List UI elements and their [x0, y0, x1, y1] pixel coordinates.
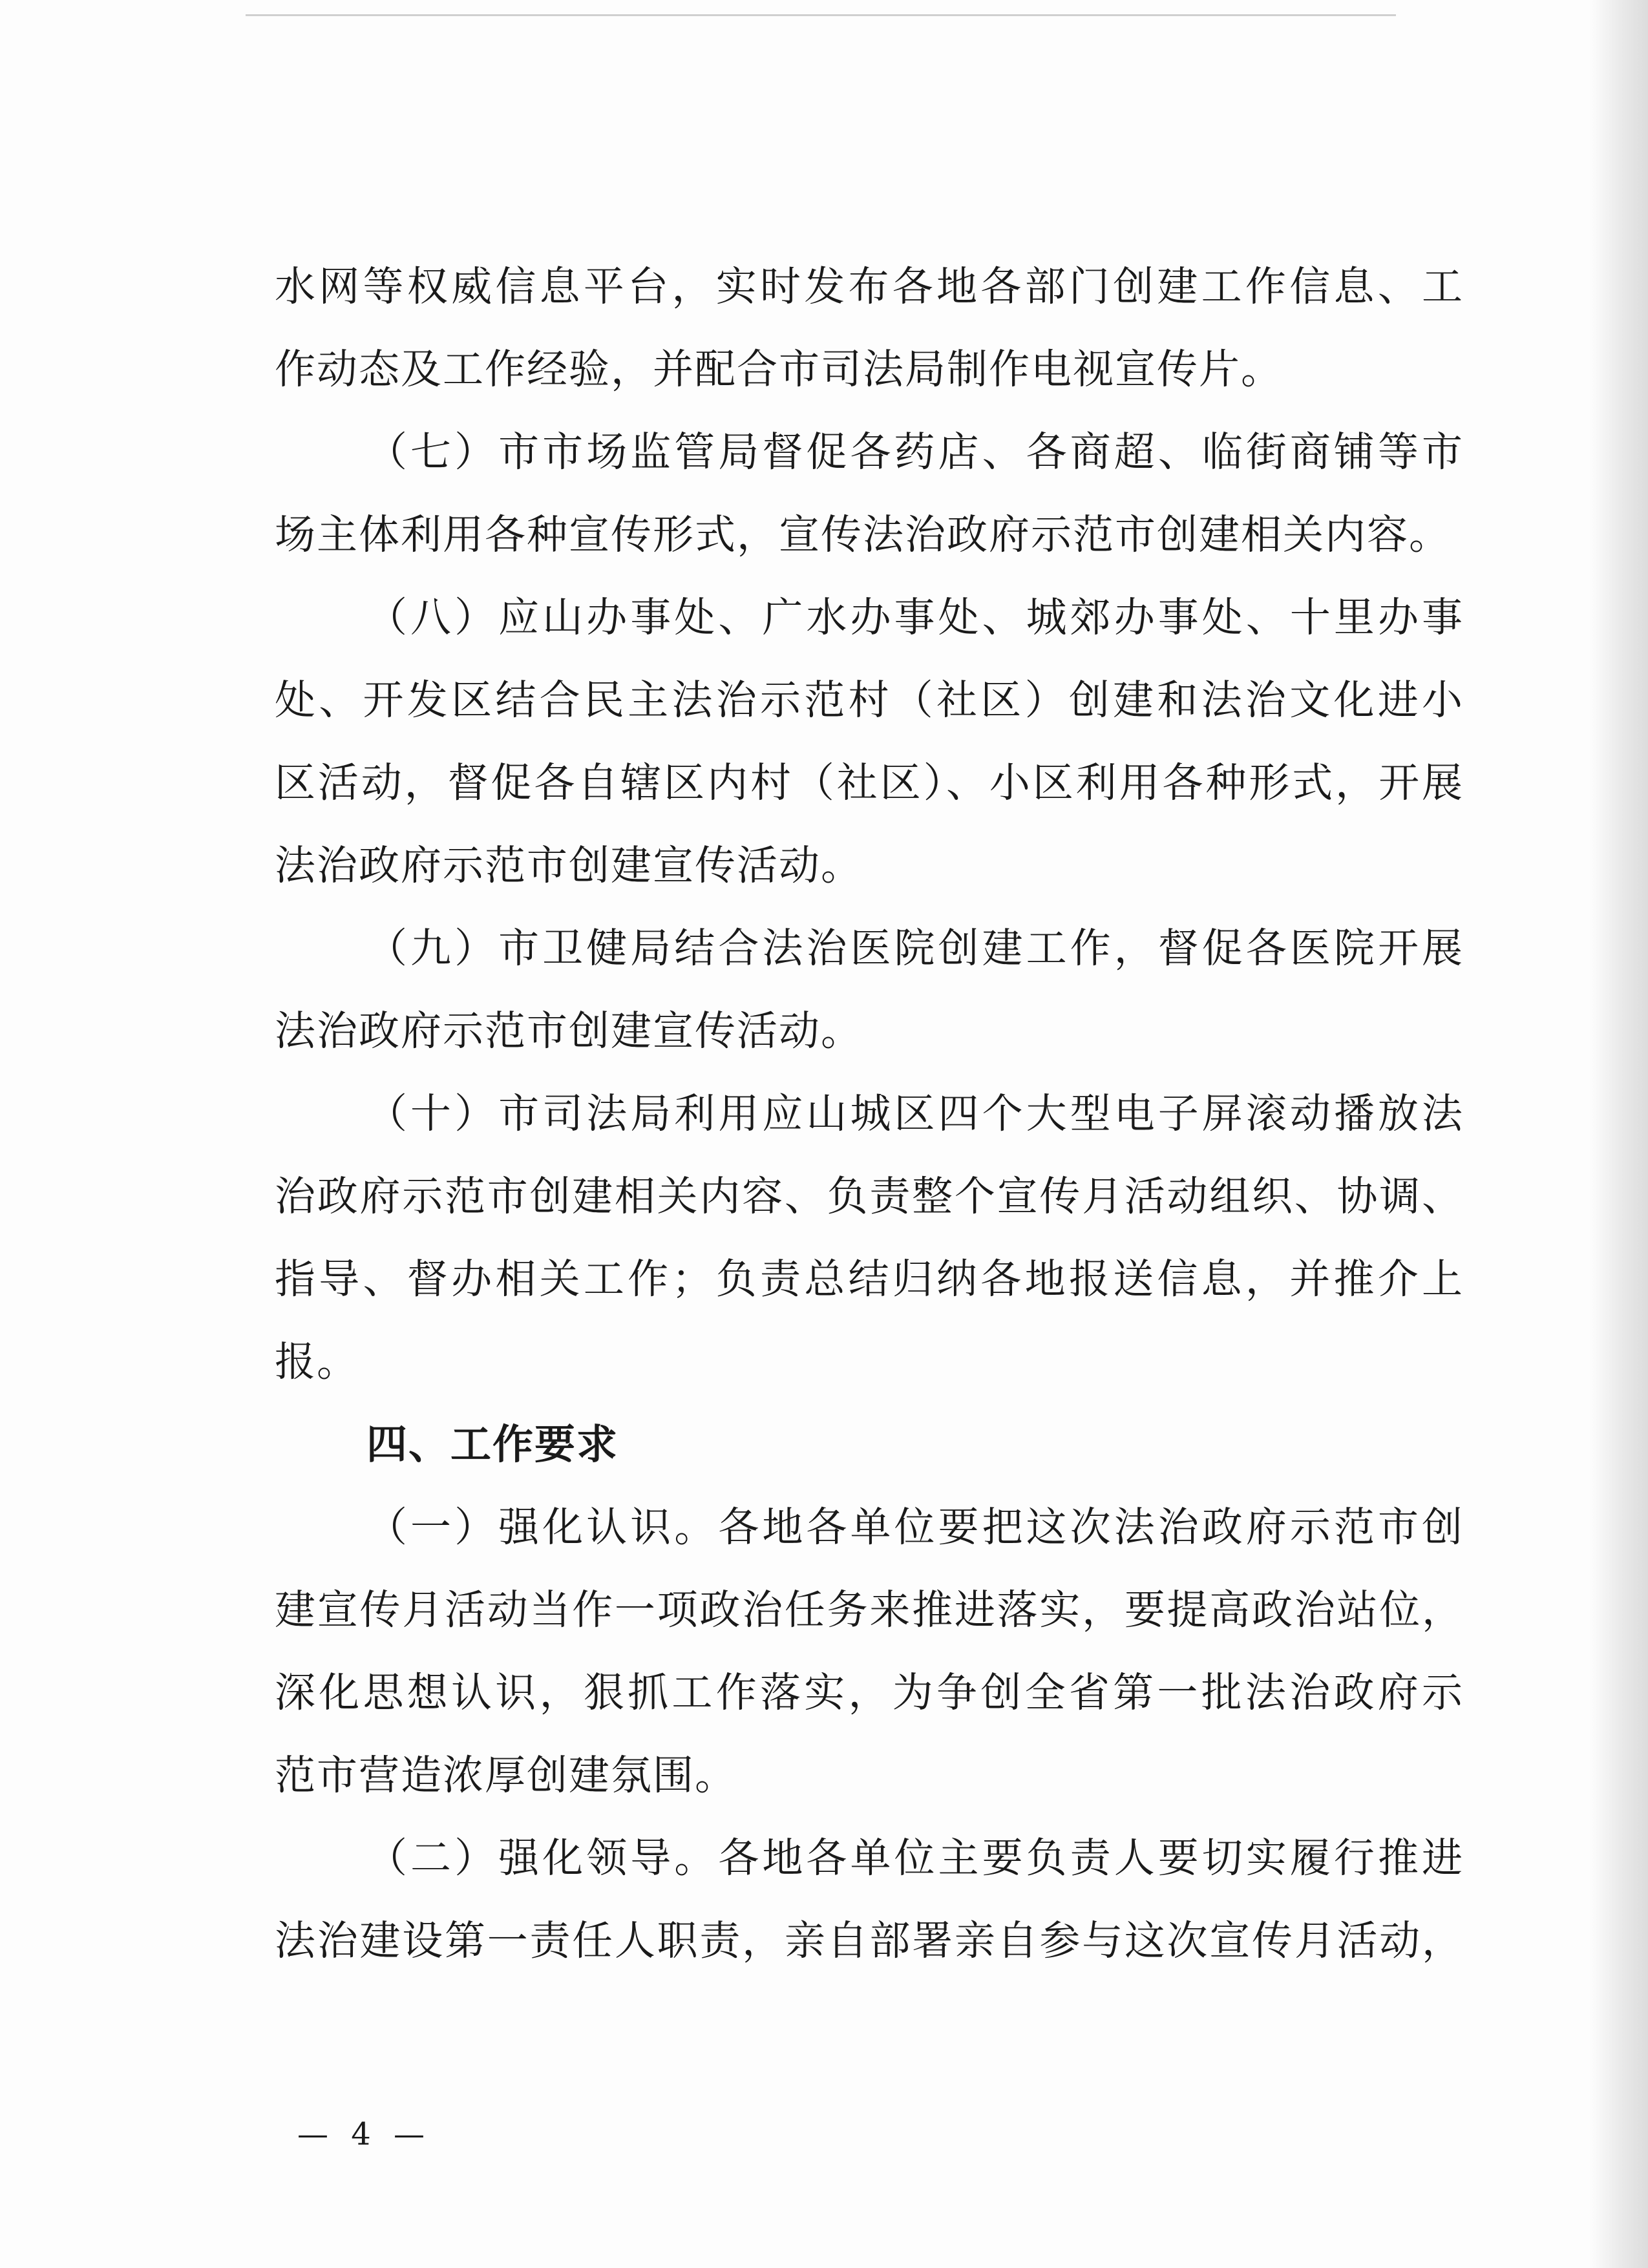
- text-line: 范市营造浓厚创建氛围。: [275, 1752, 737, 1799]
- paragraph-block-2: [275, 1486, 1464, 1982]
- paragraph-block-1: [275, 246, 1464, 1403]
- document-body: [275, 246, 1464, 1982]
- text-line: 治政府示范市创建相关内容、负责整个宣传月活动组织、协调、: [275, 1173, 1464, 1220]
- text-line: 场主体利用各种宣传形式，宣传法治政府示范市创建相关内容。: [275, 511, 1451, 558]
- text-line: （八）应山办事处、广水办事处、城郊办事处、十里办事: [366, 594, 1464, 641]
- section-heading: 四、工作要求: [366, 1421, 618, 1468]
- text-line: 法治政府示范市创建宣传活动。: [275, 842, 863, 889]
- text-line: （九）市卫健局结合法治医院创建工作，督促各医院开展: [366, 925, 1464, 972]
- text-line: 处、开发区结合民主法治示范村（社区）创建和法治文化进小: [275, 677, 1464, 724]
- text-line: 法治建设第一责任人职责，亲自部署亲自参与这次宣传月活动，: [275, 1917, 1464, 1964]
- text-line: （一）强化认识。各地各单位要把这次法治政府示范市创: [366, 1504, 1464, 1551]
- text-line: 区活动，督促各自辖区内村（社区）、小区利用各种形式，开展: [275, 759, 1464, 806]
- text-line: 水网等权威信息平台，实时发布各地各部门创建工作信息、工: [275, 263, 1464, 310]
- scan-edge-shadow: [1590, 0, 1648, 2268]
- text-line: 作动态及工作经验，并配合市司法局制作电视宣传片。: [275, 346, 1283, 393]
- text-line: 深化思想认识，狠抓工作落实，为争创全省第一批法治政府示: [275, 1669, 1464, 1716]
- text-line: （二）强化领导。各地各单位主要负责人要切实履行推进: [366, 1834, 1464, 1882]
- scan-edge-line: [246, 14, 1396, 16]
- text-line: （十）市司法局利用应山城区四个大型电子屏滚动播放法: [366, 1090, 1464, 1137]
- text-line: 法治政府示范市创建宣传活动。: [275, 1007, 863, 1055]
- text-line: 报。: [275, 1338, 359, 1385]
- text-line: 建宣传月活动当作一项政治任务来推进落实，要提高政治站位，: [275, 1586, 1464, 1633]
- text-line: （七）市市场监管局督促各药店、各商超、临街商铺等市: [366, 428, 1464, 476]
- text-line: 指导、督办相关工作；负责总结归纳各地报送信息，并推介上: [275, 1255, 1464, 1303]
- page-number: — 4 —: [297, 2116, 432, 2152]
